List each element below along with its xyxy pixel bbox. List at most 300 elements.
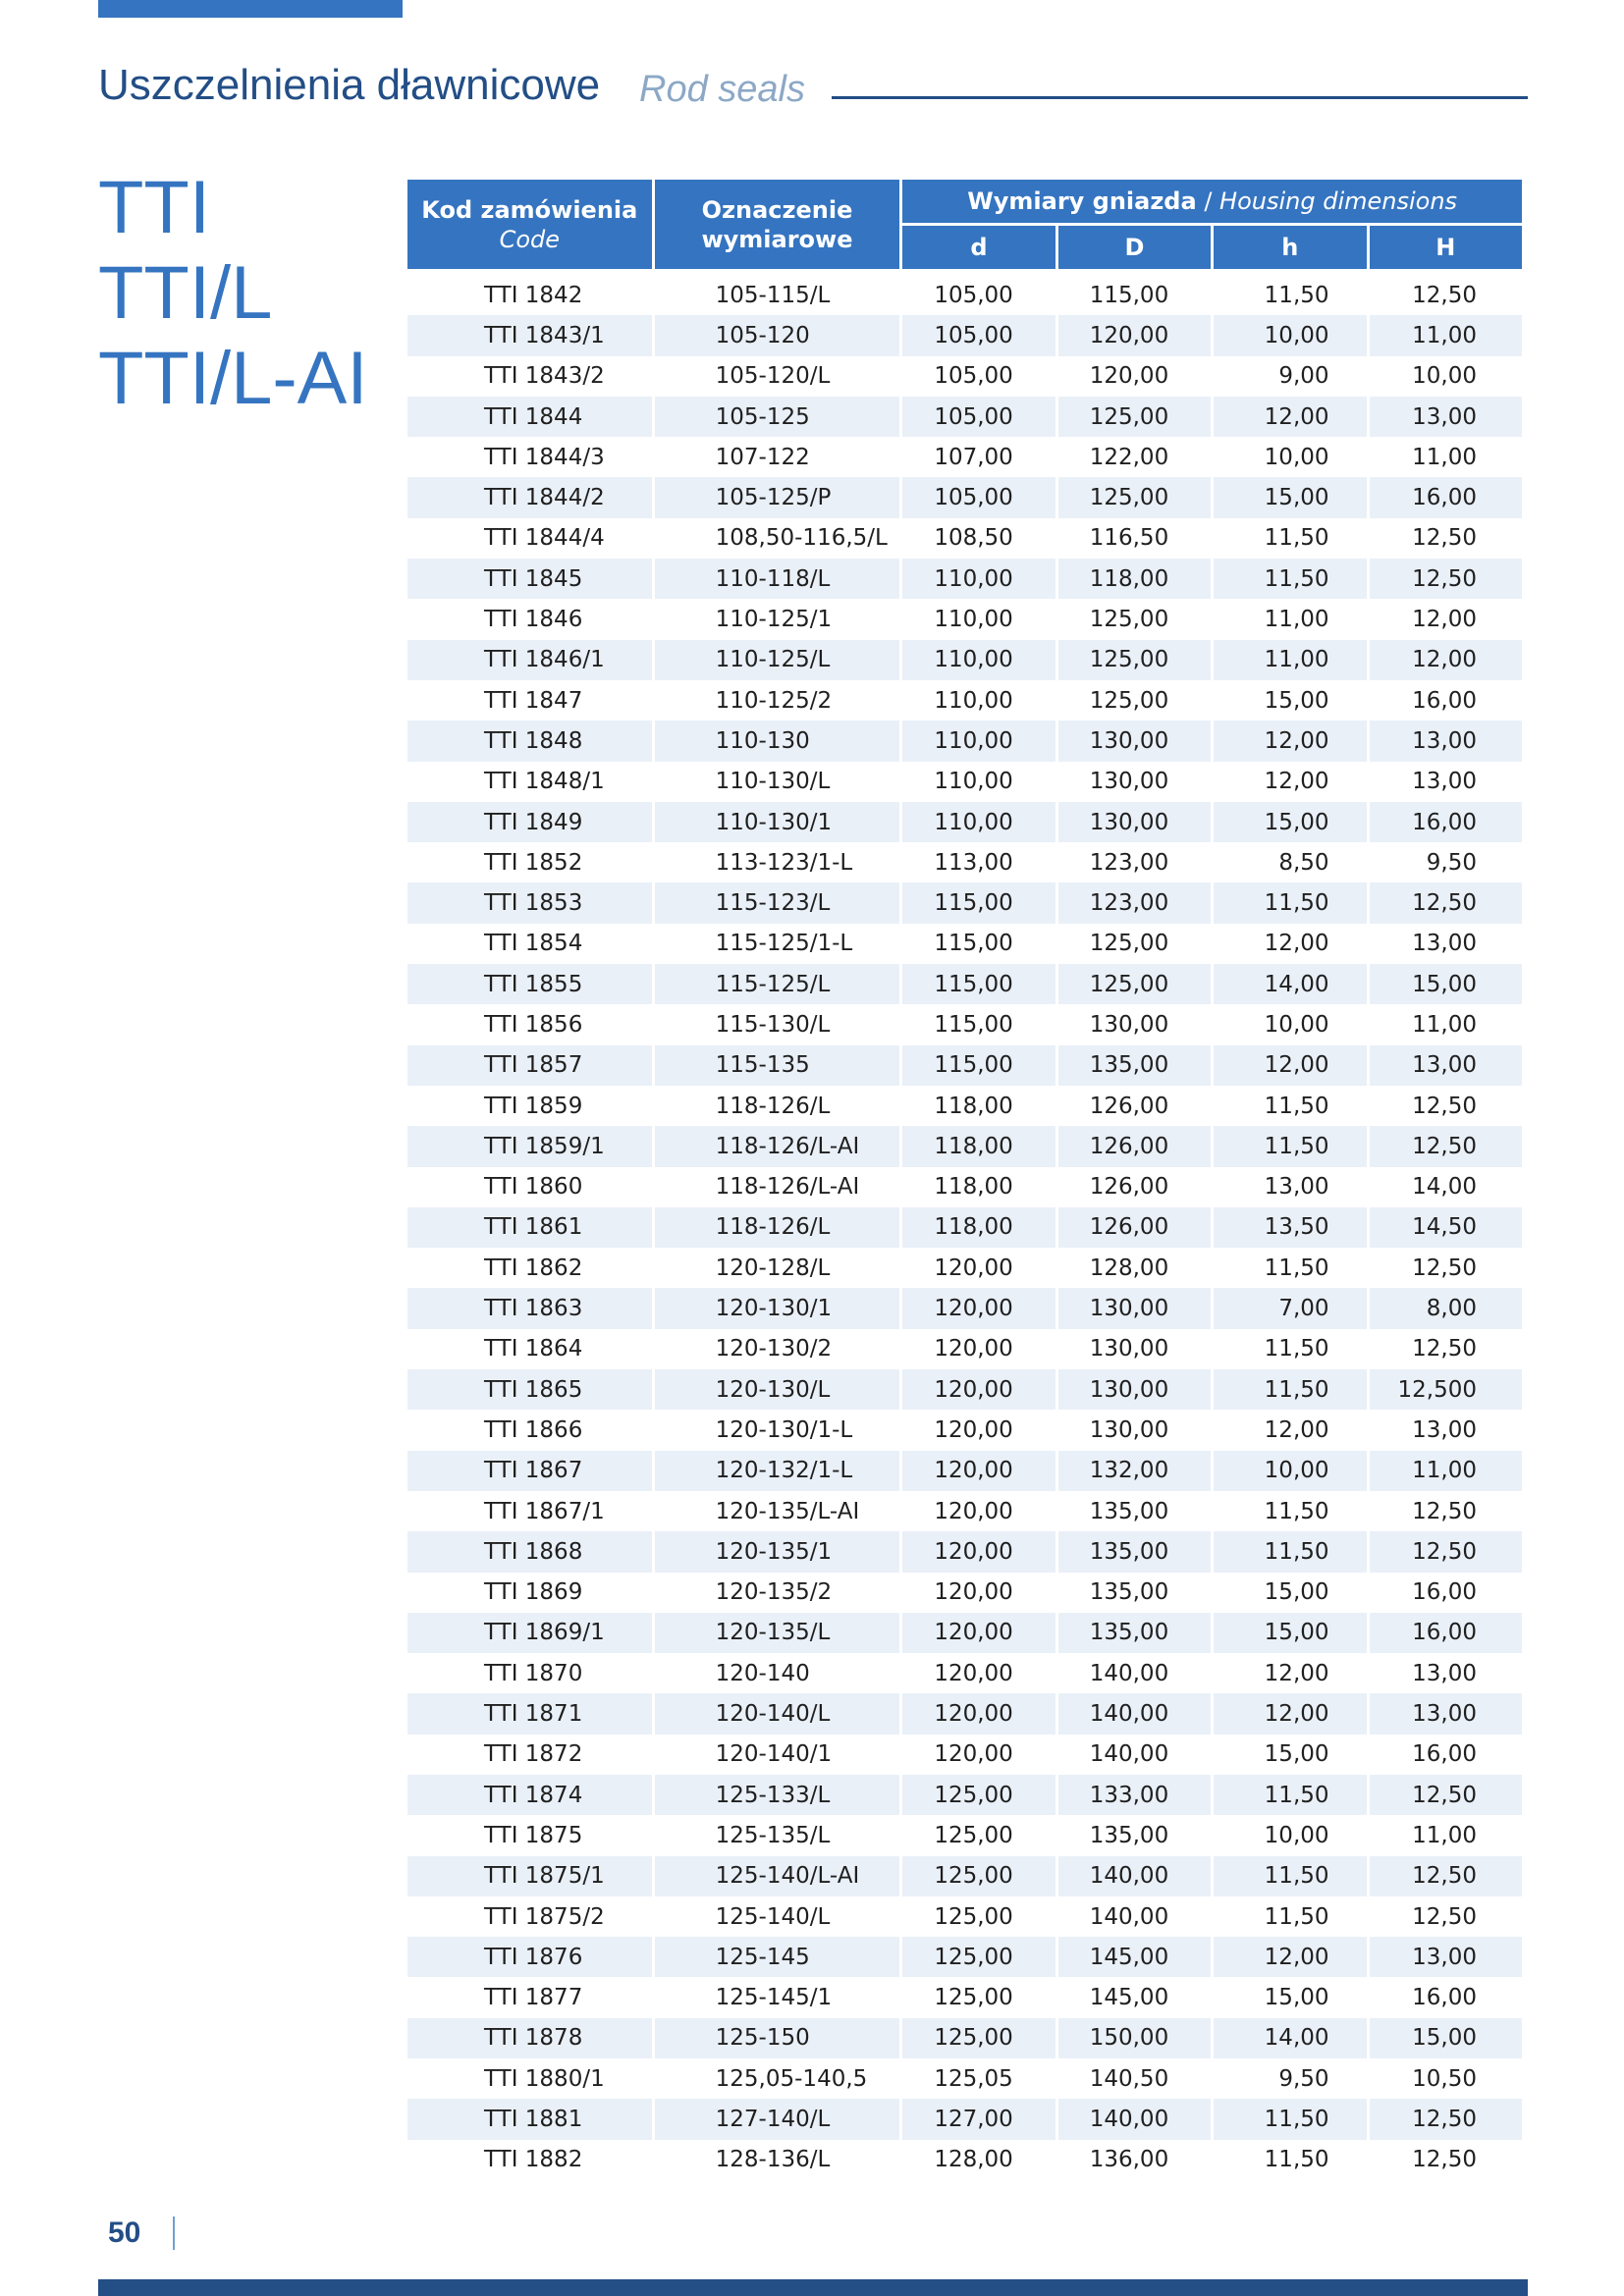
cell-D: 130,00 xyxy=(1058,802,1211,842)
cell-d: 120,00 xyxy=(902,1288,1055,1328)
cell-d: 120,00 xyxy=(934,1741,1013,1768)
cell-code: TTI 1875/2 xyxy=(484,1903,605,1930)
cell-H: 11,00 xyxy=(1370,315,1522,355)
cell-designation: 125-140/L xyxy=(715,1903,831,1930)
cell-code: TTI 1875 xyxy=(484,1822,583,1848)
table-row xyxy=(407,1856,1522,1896)
cell-designation: 125-133/L xyxy=(655,1775,900,1815)
table-row xyxy=(407,1573,1522,1613)
cell-code: TTI 1880/1 xyxy=(484,2065,605,2092)
header-D: D xyxy=(1058,223,1211,269)
cell-designation: 125-140/L-AI xyxy=(655,1856,900,1896)
cell-h: 11,50 xyxy=(1214,882,1366,923)
header-H: H xyxy=(1370,223,1522,269)
table-row xyxy=(407,1410,1522,1450)
cell-code: TTI 1865 xyxy=(407,1369,652,1410)
cell-designation: 115-125/1-L xyxy=(715,931,853,957)
page-title: Uszczelnienia dławnicowe xyxy=(98,61,601,109)
cell-H: 13,00 xyxy=(1412,769,1477,795)
cell-d: 118,00 xyxy=(902,1207,1055,1248)
table-row xyxy=(407,1167,1522,1207)
cell-D: 140,00 xyxy=(1089,1903,1169,1930)
cell-D: 140,00 xyxy=(1058,1693,1211,1734)
cell-d: 120,00 xyxy=(902,1613,1055,1653)
cell-H: 10,50 xyxy=(1412,2065,1477,2092)
cell-H: 11,00 xyxy=(1412,444,1477,470)
cell-d: 105,00 xyxy=(902,477,1055,517)
cell-D: 140,00 xyxy=(1058,2099,1211,2139)
cell-H: 12,50 xyxy=(1412,1255,1477,1281)
cell-H: 12,50 xyxy=(1370,1775,1522,1815)
cell-H: 14,00 xyxy=(1412,1174,1477,1201)
cell-d: 115,00 xyxy=(934,931,1013,957)
header-group-separator: / xyxy=(1196,187,1220,215)
cell-h: 10,00 xyxy=(1264,444,1329,470)
cell-h: 15,00 xyxy=(1214,802,1366,842)
cell-code: TTI 1842 xyxy=(484,282,583,308)
cell-H: 12,50 xyxy=(1370,1856,1522,1896)
cell-d: 125,00 xyxy=(934,1822,1013,1848)
cell-d: 118,00 xyxy=(934,1174,1013,1201)
cell-h: 11,50 xyxy=(1264,1903,1329,1930)
cell-code: TTI 1861 xyxy=(407,1207,652,1248)
cell-code: TTI 1870 xyxy=(484,1660,583,1686)
cell-h: 11,00 xyxy=(1214,640,1366,680)
cell-h: 15,00 xyxy=(1264,1579,1329,1606)
cell-D: 135,00 xyxy=(1058,1045,1211,1086)
cell-code: TTI 1867/1 xyxy=(484,1498,605,1524)
cell-d: 120,00 xyxy=(934,1579,1013,1606)
cell-code: TTI 1871 xyxy=(407,1693,652,1734)
table-row xyxy=(407,1086,1522,1126)
series-label: TTI/L xyxy=(98,251,273,335)
cell-D: 135,00 xyxy=(1089,1822,1169,1848)
cell-h: 12,00 xyxy=(1214,1693,1366,1734)
cell-D: 125,00 xyxy=(1089,687,1169,714)
table-row xyxy=(407,964,1522,1004)
cell-h: 11,50 xyxy=(1214,1531,1366,1572)
page-subtitle: Rod seals xyxy=(639,69,805,110)
table-row xyxy=(407,1126,1522,1166)
header-rule xyxy=(832,96,1528,99)
cell-H: 13,00 xyxy=(1370,1937,1522,1977)
cell-D: 135,00 xyxy=(1058,1531,1211,1572)
cell-h: 11,50 xyxy=(1264,1498,1329,1524)
cell-d: 115,00 xyxy=(902,964,1055,1004)
cell-H: 12,50 xyxy=(1412,2147,1477,2173)
header-designation xyxy=(655,180,900,269)
cell-code: TTI 1849 xyxy=(407,802,652,842)
cell-d: 120,00 xyxy=(902,1531,1055,1572)
cell-H: 12,500 xyxy=(1370,1369,1522,1410)
cell-H: 10,00 xyxy=(1412,363,1477,390)
table-row xyxy=(407,721,1522,761)
cell-D: 126,00 xyxy=(1089,1093,1169,1119)
cell-d: 120,00 xyxy=(902,1693,1055,1734)
cell-designation: 120-130/L xyxy=(655,1369,900,1410)
cell-H: 16,00 xyxy=(1412,687,1477,714)
cell-h: 12,00 xyxy=(1264,931,1329,957)
cell-H: 13,00 xyxy=(1370,397,1522,437)
cell-designation: 125-135/L xyxy=(715,1822,831,1848)
table-row xyxy=(407,1491,1522,1531)
cell-D: 126,00 xyxy=(1058,1207,1211,1248)
table-row xyxy=(407,2099,1522,2139)
header-code-en: Code xyxy=(499,225,561,253)
cell-D: 130,00 xyxy=(1058,721,1211,761)
dimensions-table xyxy=(405,180,1525,2180)
cell-h: 11,00 xyxy=(1264,607,1329,633)
cell-d: 125,00 xyxy=(934,1903,1013,1930)
cell-D: 125,00 xyxy=(1058,964,1211,1004)
cell-code: TTI 1854 xyxy=(484,931,583,957)
cell-d: 118,00 xyxy=(934,1093,1013,1119)
cell-code: TTI 1868 xyxy=(407,1531,652,1572)
cell-H: 12,50 xyxy=(1370,559,1522,599)
table-row xyxy=(407,802,1522,842)
cell-designation: 118-126/L-AI xyxy=(715,1174,860,1201)
cell-designation: 105-125/P xyxy=(655,477,900,517)
table-row xyxy=(407,559,1522,599)
cell-designation: 115-123/L xyxy=(655,882,900,923)
cell-H: 16,00 xyxy=(1370,802,1522,842)
cell-h: 11,50 xyxy=(1214,1856,1366,1896)
cell-d: 115,00 xyxy=(902,1045,1055,1086)
cell-D: 136,00 xyxy=(1089,2147,1169,2173)
cell-code: TTI 1881 xyxy=(407,2099,652,2139)
cell-H: 14,50 xyxy=(1370,1207,1522,1248)
cell-H: 12,50 xyxy=(1412,525,1477,552)
cell-d: 125,00 xyxy=(902,1856,1055,1896)
cell-h: 12,00 xyxy=(1214,721,1366,761)
bottom-accent-bar xyxy=(98,2279,1528,2296)
cell-code: TTI 1869/1 xyxy=(407,1613,652,1653)
cell-H: 8,00 xyxy=(1370,1288,1522,1328)
cell-designation: 120-140 xyxy=(715,1660,810,1686)
series-label: TTI xyxy=(98,166,210,249)
cell-designation: 110-125/L xyxy=(655,640,900,680)
cell-D: 140,00 xyxy=(1089,1660,1169,1686)
cell-D: 128,00 xyxy=(1089,1255,1169,1281)
cell-designation: 127-140/L xyxy=(655,2099,900,2139)
cell-code: TTI 1844/4 xyxy=(484,525,605,552)
table-row xyxy=(407,477,1522,517)
cell-designation: 105-120 xyxy=(655,315,900,355)
series-label: TTI/L-AI xyxy=(98,337,368,420)
cell-designation: 110-130/L xyxy=(715,769,831,795)
cell-code: TTI 1844 xyxy=(407,397,652,437)
cell-d: 127,00 xyxy=(902,2099,1055,2139)
cell-d: 120,00 xyxy=(934,1336,1013,1362)
table-row xyxy=(407,437,1522,477)
cell-H: 12,50 xyxy=(1412,1903,1477,1930)
cell-code: TTI 1872 xyxy=(484,1741,583,1768)
cell-code: TTI 1875/1 xyxy=(407,1856,652,1896)
table-row xyxy=(407,1248,1522,1288)
cell-designation: 110-125/2 xyxy=(715,687,833,714)
cell-h: 11,50 xyxy=(1214,1775,1366,1815)
cell-H: 15,00 xyxy=(1370,964,1522,1004)
cell-h: 7,00 xyxy=(1214,1288,1366,1328)
cell-designation: 125-145 xyxy=(655,1937,900,1977)
cell-d: 108,50 xyxy=(934,525,1013,552)
cell-designation: 105-115/L xyxy=(715,282,831,308)
series-labels xyxy=(98,165,367,421)
table-row xyxy=(407,397,1522,437)
footer-separator xyxy=(173,2216,175,2250)
cell-code: TTI 1847 xyxy=(484,687,583,714)
cell-H: 13,00 xyxy=(1370,721,1522,761)
cell-designation: 110-130/1 xyxy=(655,802,900,842)
cell-d: 113,00 xyxy=(934,849,1013,876)
cell-D: 126,00 xyxy=(1089,1174,1169,1201)
page-header xyxy=(98,61,1528,120)
cell-h: 8,50 xyxy=(1278,849,1329,876)
cell-d: 105,00 xyxy=(934,363,1013,390)
table-row xyxy=(407,1896,1522,1937)
cell-code: TTI 1857 xyxy=(407,1045,652,1086)
cell-H: 11,00 xyxy=(1412,1011,1477,1038)
header-d: d xyxy=(902,223,1055,269)
cell-code: TTI 1846 xyxy=(484,607,583,633)
cell-code: TTI 1845 xyxy=(407,559,652,599)
cell-designation: 108,50-116,5/L xyxy=(715,525,888,552)
cell-d: 110,00 xyxy=(902,640,1055,680)
cell-H: 13,00 xyxy=(1412,931,1477,957)
cell-h: 12,00 xyxy=(1214,1045,1366,1086)
cell-D: 130,00 xyxy=(1089,769,1169,795)
header-h: h xyxy=(1214,223,1366,269)
cell-D: 135,00 xyxy=(1089,1498,1169,1524)
table-row xyxy=(407,882,1522,923)
cell-d: 105,00 xyxy=(902,315,1055,355)
cell-designation: 118-126/L xyxy=(655,1207,900,1248)
table-row xyxy=(407,599,1522,639)
cell-designation: 125,05-140,5 xyxy=(715,2065,868,2092)
cell-designation: 110-118/L xyxy=(655,559,900,599)
cell-D: 115,00 xyxy=(1089,282,1169,308)
cell-D: 132,00 xyxy=(1058,1451,1211,1491)
cell-h: 11,50 xyxy=(1214,2099,1366,2139)
cell-code: TTI 1844/2 xyxy=(407,477,652,517)
cell-h: 11,50 xyxy=(1214,1126,1366,1166)
cell-D: 140,00 xyxy=(1089,1741,1169,1768)
cell-designation: 115-135 xyxy=(655,1045,900,1086)
cell-d: 110,00 xyxy=(934,607,1013,633)
cell-code: TTI 1877 xyxy=(484,1985,583,2011)
cell-H: 16,00 xyxy=(1370,477,1522,517)
cell-designation: 120-135/2 xyxy=(715,1579,833,1606)
cell-code: TTI 1853 xyxy=(407,882,652,923)
table-row xyxy=(407,1937,1522,1977)
cell-H: 13,00 xyxy=(1412,1660,1477,1686)
table-row xyxy=(407,762,1522,802)
cell-H: 16,00 xyxy=(1370,1613,1522,1653)
cell-d: 110,00 xyxy=(934,769,1013,795)
table-row xyxy=(407,924,1522,964)
cell-h: 15,00 xyxy=(1264,1741,1329,1768)
cell-h: 12,00 xyxy=(1214,397,1366,437)
cell-designation: 120-140/L xyxy=(655,1693,900,1734)
table-row xyxy=(407,640,1522,680)
table-row xyxy=(407,1451,1522,1491)
cell-h: 10,00 xyxy=(1264,1011,1329,1038)
cell-d: 120,00 xyxy=(934,1416,1013,1443)
cell-D: 133,00 xyxy=(1058,1775,1211,1815)
cell-designation: 110-130 xyxy=(655,721,900,761)
table-row xyxy=(407,2058,1522,2099)
cell-D: 125,00 xyxy=(1058,477,1211,517)
cell-designation: 125-150 xyxy=(655,2018,900,2058)
cell-D: 130,00 xyxy=(1089,1336,1169,1362)
table-row xyxy=(407,1693,1522,1734)
cell-D: 140,50 xyxy=(1089,2065,1169,2092)
cell-H: 13,00 xyxy=(1370,1693,1522,1734)
cell-H: 12,50 xyxy=(1370,882,1522,923)
cell-D: 135,00 xyxy=(1058,1613,1211,1653)
cell-H: 16,00 xyxy=(1412,1579,1477,1606)
cell-code: TTI 1848 xyxy=(407,721,652,761)
cell-d: 120,00 xyxy=(934,1660,1013,1686)
cell-d: 120,00 xyxy=(934,1498,1013,1524)
table-row xyxy=(407,1735,1522,1775)
cell-code: TTI 1874 xyxy=(407,1775,652,1815)
header-group-en: Housing dimensions xyxy=(1219,187,1458,215)
cell-H: 9,50 xyxy=(1426,849,1477,876)
cell-designation: 120-130/1-L xyxy=(715,1416,853,1443)
cell-D: 135,00 xyxy=(1089,1579,1169,1606)
cell-h: 11,50 xyxy=(1264,282,1329,308)
cell-designation: 128-136/L xyxy=(715,2147,831,2173)
table-row xyxy=(407,1815,1522,1855)
cell-designation: 105-125 xyxy=(655,397,900,437)
cell-h: 13,00 xyxy=(1264,1174,1329,1201)
cell-code: TTI 1848/1 xyxy=(484,769,605,795)
cell-h: 12,00 xyxy=(1264,769,1329,795)
cell-h: 11,50 xyxy=(1264,1255,1329,1281)
cell-H: 12,50 xyxy=(1370,2099,1522,2139)
cell-code: TTI 1856 xyxy=(484,1011,583,1038)
cell-designation: 120-135/1 xyxy=(655,1531,900,1572)
cell-D: 130,00 xyxy=(1058,1288,1211,1328)
header-code-pl: Kod zamówienia xyxy=(421,195,638,224)
cell-code: TTI 1859/1 xyxy=(407,1126,652,1166)
cell-H: 12,50 xyxy=(1412,1336,1477,1362)
cell-d: 120,00 xyxy=(934,1255,1013,1281)
table-row xyxy=(407,518,1522,559)
table-row xyxy=(407,269,1522,315)
cell-h: 14,00 xyxy=(1214,964,1366,1004)
cell-h: 10,00 xyxy=(1264,1822,1329,1848)
cell-D: 125,00 xyxy=(1089,931,1169,957)
table-row xyxy=(407,1045,1522,1086)
top-accent-bar xyxy=(98,0,403,18)
cell-D: 122,00 xyxy=(1089,444,1169,470)
cell-D: 130,00 xyxy=(1089,1416,1169,1443)
table-row xyxy=(407,2018,1522,2058)
cell-H: 16,00 xyxy=(1412,1741,1477,1768)
cell-D: 125,00 xyxy=(1089,607,1169,633)
cell-designation: 113-123/1-L xyxy=(715,849,853,876)
cell-designation: 118-126/L xyxy=(715,1093,831,1119)
table-row xyxy=(407,1531,1522,1572)
cell-code: TTI 1867 xyxy=(407,1451,652,1491)
cell-h: 11,50 xyxy=(1264,2147,1329,2173)
cell-d: 120,00 xyxy=(902,1451,1055,1491)
cell-d: 110,00 xyxy=(934,687,1013,714)
cell-d: 125,00 xyxy=(902,1937,1055,1977)
header-group-pl: Wymiary gniazda xyxy=(967,187,1197,215)
cell-d: 125,05 xyxy=(934,2065,1013,2092)
cell-H: 11,00 xyxy=(1412,1822,1477,1848)
cell-d: 115,00 xyxy=(934,1011,1013,1038)
cell-code: TTI 1869 xyxy=(484,1579,583,1606)
cell-designation: 118-126/L-AI xyxy=(655,1126,900,1166)
cell-code: TTI 1866 xyxy=(484,1416,583,1443)
cell-D: 120,00 xyxy=(1058,315,1211,355)
cell-designation: 120-135/L-AI xyxy=(715,1498,860,1524)
cell-designation: 120-128/L xyxy=(715,1255,831,1281)
table-row xyxy=(407,1207,1522,1248)
cell-code: TTI 1863 xyxy=(407,1288,652,1328)
cell-h: 11,50 xyxy=(1264,1093,1329,1119)
cell-h: 13,50 xyxy=(1214,1207,1366,1248)
cell-h: 9,50 xyxy=(1278,2065,1329,2092)
cell-D: 120,00 xyxy=(1089,363,1169,390)
cell-h: 15,00 xyxy=(1264,1985,1329,2011)
cell-designation: 120-140/1 xyxy=(715,1741,833,1768)
cell-designation: 120-132/1-L xyxy=(655,1451,900,1491)
table-row xyxy=(407,1613,1522,1653)
cell-d: 105,00 xyxy=(902,397,1055,437)
table-row xyxy=(407,315,1522,355)
cell-H: 12,00 xyxy=(1412,607,1477,633)
header-housing-dimensions xyxy=(902,180,1522,223)
cell-H: 12,50 xyxy=(1412,1498,1477,1524)
table-row xyxy=(407,1004,1522,1044)
cell-d: 105,00 xyxy=(934,282,1013,308)
cell-d: 110,00 xyxy=(902,559,1055,599)
cell-h: 11,50 xyxy=(1214,559,1366,599)
cell-h: 10,00 xyxy=(1214,315,1366,355)
cell-h: 9,00 xyxy=(1278,363,1329,390)
cell-d: 125,00 xyxy=(902,1775,1055,1815)
cell-designation: 120-130/2 xyxy=(715,1336,833,1362)
cell-D: 140,00 xyxy=(1058,1856,1211,1896)
cell-code: TTI 1844/3 xyxy=(484,444,605,470)
cell-code: TTI 1864 xyxy=(484,1336,583,1362)
table-row xyxy=(407,1288,1522,1328)
table-row xyxy=(407,1977,1522,2017)
cell-D: 150,00 xyxy=(1058,2018,1211,2058)
table-row xyxy=(407,842,1522,882)
cell-h: 15,00 xyxy=(1214,1613,1366,1653)
cell-D: 145,00 xyxy=(1089,1985,1169,2011)
cell-designation: 120-130/1 xyxy=(655,1288,900,1328)
cell-H: 13,00 xyxy=(1370,1045,1522,1086)
cell-H: 11,00 xyxy=(1370,1451,1522,1491)
header-designation-line2: wymiarowe xyxy=(701,225,853,253)
header-code xyxy=(407,180,652,269)
table-row xyxy=(407,1369,1522,1410)
cell-d: 110,00 xyxy=(902,721,1055,761)
table-row xyxy=(407,1775,1522,1815)
header-designation-line1: Oznaczenie xyxy=(701,195,853,224)
table-row xyxy=(407,1653,1522,1693)
cell-H: 12,50 xyxy=(1412,1093,1477,1119)
cell-D: 145,00 xyxy=(1058,1937,1211,1977)
cell-h: 15,00 xyxy=(1214,477,1366,517)
